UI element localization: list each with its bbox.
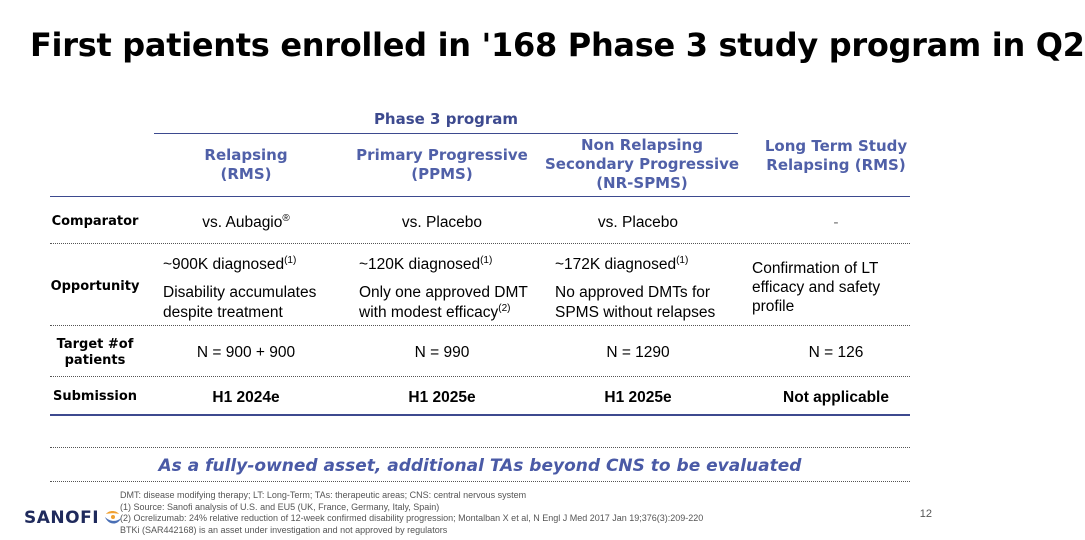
- logo-text: SANOFI: [24, 508, 100, 528]
- submission-long-term: Not applicable: [783, 389, 889, 406]
- opportunity-nrspms: ~172K diagnosed$^{(1)}$ No approved DMTs for SPMS without relapses: [555, 254, 716, 321]
- tagline: As a fully-owned asset, additional TAs beyond CNS to be evaluated: [158, 456, 802, 476]
- row-label-submission: Submission: [52, 389, 138, 404]
- footnote: BTKi (SAR442168) is an asset under investigation and not approved by regulators: [120, 524, 448, 535]
- comparator-nrspms: vs. Placebo: [597, 214, 679, 231]
- footnote: (2) Ocrelizumab: 24% relative reduction of 12-week confirmed disability progression; Montalban X et al, N Engl J Med 2017 Jan 19;376(3):209-220: [120, 513, 704, 523]
- footnote: DMT: disease modifying therapy; LT: Long-Term; TAs: therapeutic areas; CNS: central nervous system: [120, 490, 527, 500]
- submission-ppms: H1 2025e: [408, 389, 476, 406]
- sanofi-logo: [24, 508, 123, 528]
- opportunity-rms: ~900K diagnosed$^{(1)}$ Disability accumulates despite treatment: [163, 254, 317, 321]
- col-header-long-term: Long Term Study Relapsing (RMS): [764, 137, 908, 174]
- col-header-ppms: Primary Progressive (PPMS): [356, 146, 528, 183]
- tagline-top-rule: [50, 447, 910, 448]
- submission-nrspms: H1 2025e: [604, 389, 672, 406]
- row-label-opportunity: Opportunity: [50, 279, 140, 294]
- opportunity-long-term: Confirmation of LT efficacy and safety profile: [752, 260, 881, 315]
- phase3-program-label: Phase 3 program: [373, 110, 519, 128]
- submission-rms: H1 2024e: [212, 389, 280, 406]
- comparator-rms: vs. Aubagio®: [202, 212, 290, 231]
- opportunity-ppms: ~120K diagnosed$^{(1)}$ Only one approved DMT with modest efficacy$^{(2)}$: [359, 254, 528, 321]
- comparator-long-term: -: [833, 214, 839, 231]
- row-divider: [50, 243, 910, 244]
- target-rms: N = 900 + 900: [196, 344, 296, 361]
- slide-title: First patients enrolled in '168 Phase 3 study program in Q2: [30, 26, 1085, 64]
- header-rule: [50, 196, 910, 197]
- row-label-comparator: Comparator: [51, 214, 139, 229]
- row-divider: [50, 376, 910, 377]
- page-number: 12: [919, 508, 932, 520]
- col-header-rms: Relapsing (RMS): [204, 146, 288, 183]
- tagline-bottom-rule: [50, 481, 910, 482]
- table-bottom-rule: [50, 414, 910, 416]
- target-ppms: N = 990: [414, 344, 470, 361]
- footnote: (1) Source: Sanofi analysis of U.S. and EU5 (UK, France, Germany, Italy, Spain): [120, 501, 440, 512]
- footnotes: [120, 490, 703, 536]
- phase3-program-rule: [154, 133, 738, 134]
- target-long-term: N = 126: [808, 344, 864, 361]
- row-label-target: Target #of patients: [56, 337, 134, 368]
- comparator-ppms: vs. Placebo: [401, 214, 483, 231]
- col-header-nrspms: Non Relapsing Secondary Progressive (NR-SPMS): [544, 136, 740, 192]
- sanofi-bird-icon: [103, 508, 123, 528]
- row-divider: [50, 325, 910, 326]
- target-nrspms: N = 1290: [606, 344, 670, 361]
